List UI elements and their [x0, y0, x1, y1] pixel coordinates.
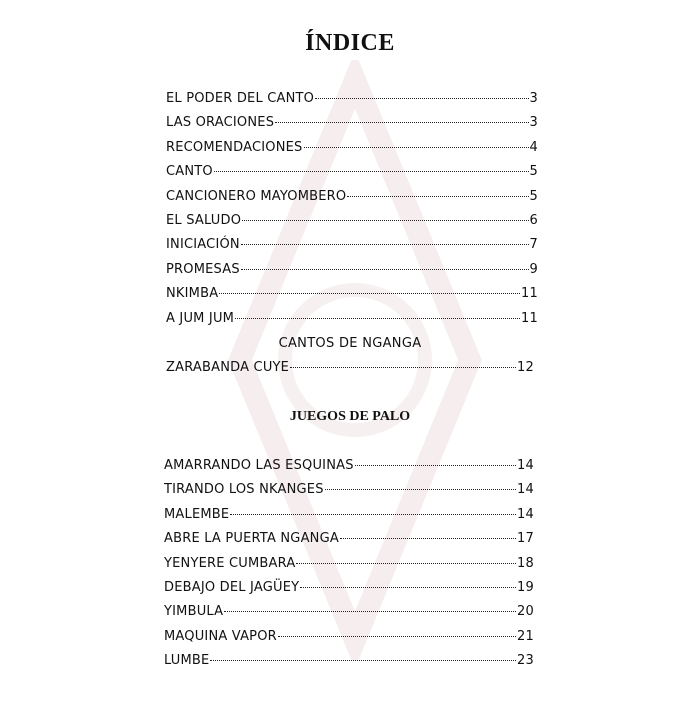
- toc-entry-page-number: 12: [517, 360, 534, 375]
- toc-entry-label: PROMESAS: [166, 261, 240, 277]
- dot-leader: [210, 660, 516, 661]
- toc-entry-page-number: 3: [529, 91, 538, 106]
- toc-entry-label: EL SALUDO: [166, 213, 242, 228]
- toc-entry-page-number: 5: [529, 164, 538, 180]
- toc-entry: [164, 604, 534, 619]
- dot-leader: [241, 269, 529, 270]
- dot-leader: [296, 563, 516, 564]
- dot-leader: [325, 489, 516, 490]
- toc-entry-page-number: 14: [517, 458, 534, 473]
- dot-leader: [347, 196, 528, 197]
- dot-leader: [355, 465, 516, 466]
- toc-entry: [166, 311, 538, 326]
- toc-entry: [164, 556, 534, 571]
- toc-entry: [166, 115, 538, 130]
- toc-entry: [164, 482, 534, 497]
- toc-entry: [166, 91, 538, 106]
- toc-entry-label: ABRE LA PUERTA NGANGA: [164, 531, 339, 547]
- toc-entry-page-number: 6: [529, 213, 538, 228]
- toc-entry: [166, 262, 538, 277]
- dot-leader: [340, 538, 516, 539]
- toc-entry-label: INICIACIÓN: [166, 237, 240, 253]
- dot-leader: [242, 220, 528, 221]
- toc-entry-page-number: 3: [529, 115, 538, 131]
- toc-entry: [164, 629, 534, 644]
- toc-entry: [166, 286, 538, 301]
- toc-entry-page-number: 14: [517, 506, 534, 522]
- toc-entry-page-number: 17: [517, 531, 534, 547]
- toc-entry-page-number: 18: [517, 555, 534, 571]
- toc-entry-label: RECOMENDACIONES: [166, 139, 303, 155]
- toc-entry-label: NKIMBA: [166, 286, 219, 302]
- subheading-cantos-de-nganga: CANTOS DE NGANGA: [278, 336, 422, 351]
- dot-leader: [275, 122, 528, 123]
- toc-entry: [164, 507, 534, 522]
- toc-entry-label: ZARABANDA CUYE: [166, 360, 290, 375]
- dot-leader: [315, 98, 528, 99]
- toc-entry: [166, 140, 538, 155]
- dot-leader: [241, 244, 529, 245]
- toc-entry-page-number: 11: [521, 286, 538, 302]
- toc-entry-page-number: 14: [517, 482, 534, 498]
- dot-leader: [278, 636, 516, 637]
- toc-entry-label: TIRANDO LOS NKANGES: [164, 482, 324, 498]
- page-title: ÍNDICE: [305, 30, 395, 56]
- dot-leader: [235, 318, 520, 319]
- toc-entry-page-number: 23: [517, 653, 534, 669]
- toc-entry-page-number: 7: [529, 237, 538, 253]
- toc-entry: [166, 189, 538, 204]
- toc-entry-page-number: 9: [529, 261, 538, 277]
- toc-entry-label: AMARRANDO LAS ESQUINAS: [164, 458, 354, 473]
- toc-entry-label: A JUM JUM: [166, 310, 235, 326]
- toc-entry-label: CANTO: [166, 164, 213, 180]
- toc-entry: [164, 580, 534, 595]
- toc-entry-label: DEBAJO DEL JAGÜEY: [164, 580, 300, 595]
- toc-entry-label: LUMBE: [164, 653, 210, 669]
- toc-entry-page-number: 4: [529, 139, 538, 155]
- dot-leader: [224, 611, 516, 612]
- dot-leader: [290, 367, 516, 368]
- toc-entry: [166, 213, 538, 228]
- dot-leader: [230, 514, 516, 515]
- toc-entry-page-number: 20: [517, 604, 534, 620]
- toc-entry: [164, 531, 534, 546]
- toc-entry: [166, 237, 538, 252]
- dot-leader: [300, 587, 516, 588]
- toc-entry-page-number: 5: [529, 188, 538, 204]
- toc-entry: [164, 458, 534, 473]
- toc-entry-label: MAQUINA VAPOR: [164, 628, 277, 644]
- toc-entry-label: MALEMBE: [164, 506, 230, 522]
- toc-entry-label: YIMBULA: [164, 604, 224, 620]
- toc-entry-label: EL PODER DEL CANTO: [166, 91, 315, 106]
- dot-leader: [219, 293, 520, 294]
- toc-entry-page-number: 19: [517, 580, 534, 595]
- dot-leader: [214, 171, 529, 172]
- toc-entry-page-number: 11: [521, 310, 538, 326]
- toc-entry: [164, 653, 534, 668]
- toc-entry-label: YENYERE CUMBARA: [164, 555, 296, 571]
- section-heading-juegos-de-palo: JUEGOS DE PALO: [289, 409, 411, 424]
- toc-entry-label: LAS ORACIONES: [166, 115, 275, 131]
- toc-entry-label: CANCIONERO MAYOMBERO: [166, 188, 347, 204]
- toc-entry: [166, 164, 538, 179]
- toc-entry-page-number: 21: [517, 628, 534, 644]
- toc-entry: [166, 360, 534, 375]
- dot-leader: [304, 147, 529, 148]
